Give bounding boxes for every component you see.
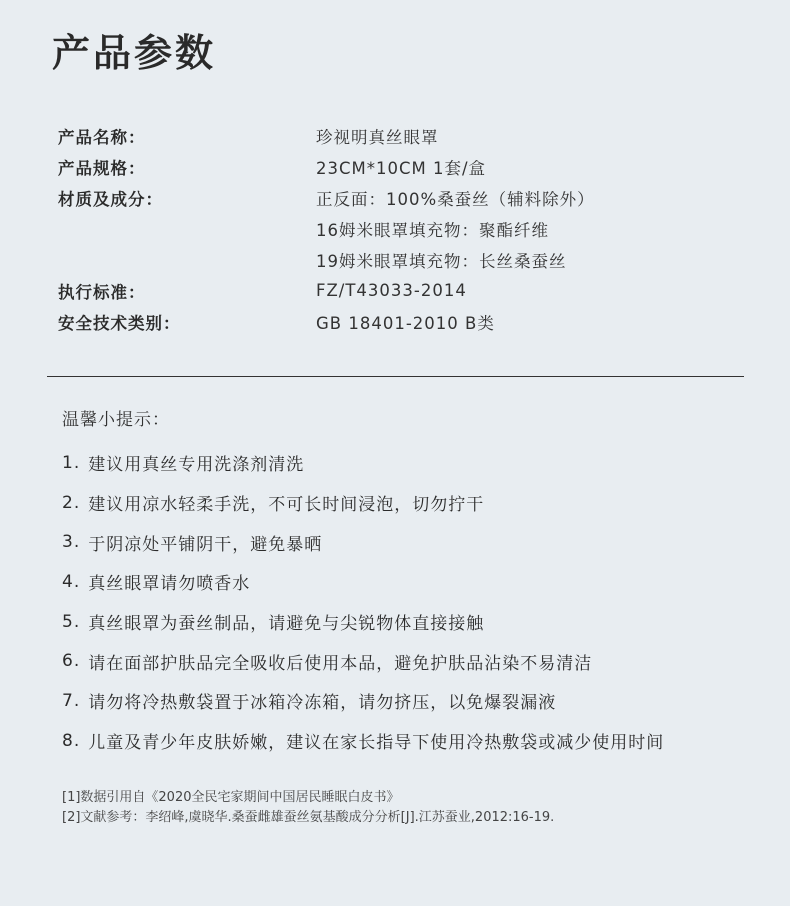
tip-text: 建议用真丝专用洗涤剂清洗 <box>88 455 305 476</box>
tips-title: 温馨小提示： <box>62 410 170 430</box>
tip-number: 6. <box>62 651 81 672</box>
spec-value: 珍视明真丝眼罩 <box>316 127 439 147</box>
tip-item <box>62 522 664 562</box>
tip-text: 于阴凉处平铺阴干，避免暴晒 <box>88 534 323 555</box>
page-title: 产品参数 <box>52 31 217 75</box>
spec-value: 19姆米眼罩填充物：长丝桑蚕丝 <box>316 251 567 271</box>
spec-row-product-name <box>58 120 738 151</box>
tip-number: 5. <box>62 611 81 632</box>
spec-row-material <box>58 182 738 213</box>
spec-value: 23CM*10CM 1套/盒 <box>316 158 487 178</box>
spec-label: 材质及成分： <box>58 189 163 209</box>
spec-value: GB 18401-2010 B类 <box>316 313 495 333</box>
tip-number: 2. <box>62 492 81 513</box>
tip-item <box>62 602 664 642</box>
spec-table <box>58 120 738 337</box>
spec-row-filling-16 <box>58 213 738 244</box>
spec-value: FZ/T43033-2014 <box>316 281 467 300</box>
reference-item: [2]文献参考：李绍峰,虞晓华.桑蚕雌雄蚕丝氨基酸成分分析[J].江苏蚕业,2012:16-19. <box>62 810 555 825</box>
tip-number: 8. <box>62 730 81 751</box>
tip-text: 请勿将冷热敷袋置于冰箱冷冻箱，请勿挤压，以免爆裂漏液 <box>88 693 557 714</box>
tip-text: 真丝眼罩请勿喷香水 <box>88 574 251 595</box>
tip-item <box>62 483 664 523</box>
spec-label: 安全技术类别： <box>58 313 181 333</box>
spec-row-standard <box>58 275 738 306</box>
tip-number: 4. <box>62 571 81 592</box>
spec-label: 产品名称： <box>58 127 146 147</box>
tip-text: 请在面部护肤品完全吸收后使用本品，避免护肤品沾染不易清洁 <box>88 653 593 674</box>
spec-label: 产品规格： <box>58 158 146 178</box>
tip-item <box>62 641 664 681</box>
spec-row-product-spec <box>58 151 738 182</box>
tip-item <box>62 721 664 761</box>
references <box>62 788 554 828</box>
spec-value: 16姆米眼罩填充物：聚酯纤维 <box>316 220 549 240</box>
tip-number: 1. <box>62 452 81 473</box>
tip-text: 真丝眼罩为蚕丝制品，请避免与尖锐物体直接接触 <box>88 614 485 635</box>
tips-list <box>62 443 664 761</box>
reference-item: [1]数据引用自《2020全民宅家期间中国居民睡眠白皮书》 <box>62 790 400 805</box>
tip-text: 建议用凉水轻柔手洗，不可长时间浸泡，切勿拧干 <box>88 495 485 516</box>
divider <box>47 376 744 377</box>
spec-row-filling-19 <box>58 244 738 275</box>
spec-value: 正反面：100%桑蚕丝（辅料除外） <box>316 189 595 209</box>
tip-number: 7. <box>62 690 81 711</box>
tip-text: 儿童及青少年皮肤娇嫩，建议在家长指导下使用冷热敷袋或减少使用时间 <box>88 733 665 754</box>
tip-item <box>62 681 664 721</box>
tip-item <box>62 443 664 483</box>
spec-label: 执行标准： <box>58 282 146 302</box>
tip-number: 3. <box>62 532 81 553</box>
spec-row-safety-category <box>58 306 738 337</box>
tip-item <box>62 562 664 602</box>
